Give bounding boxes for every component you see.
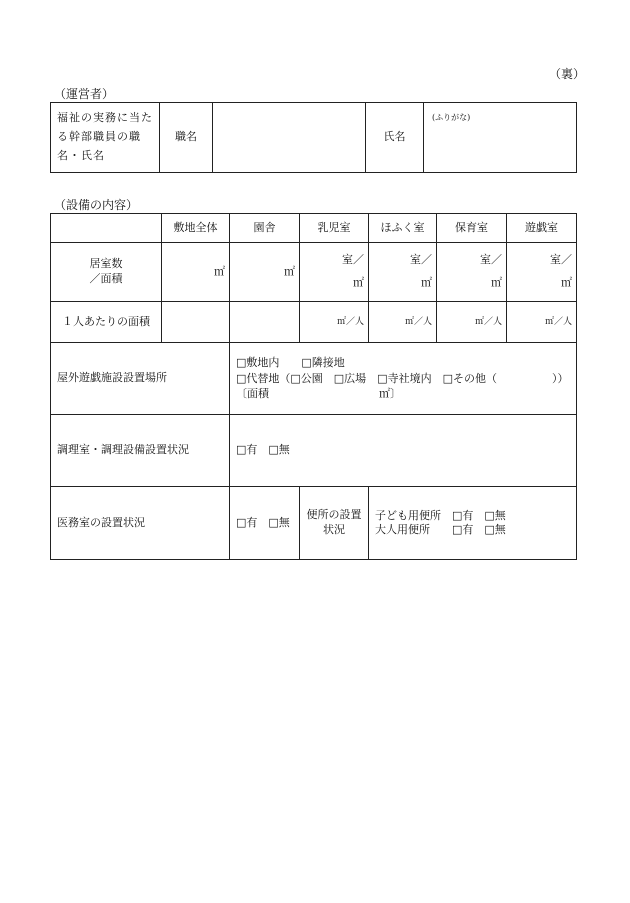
kitchen-options[interactable]: □有 □無 [230,415,577,487]
job-title-field[interactable] [213,103,366,173]
col-header-infant-room: 乳児室 [300,214,369,243]
area-unit: ㎡ [214,264,225,278]
outdoor-play-line2: □代替地（□公園 □広場 □寺社境内 □その他（ ）） [236,371,569,385]
operator-table [50,102,577,173]
outdoor-play-area: 〔面積 ㎡〕 [236,387,401,401]
facilities-table [50,213,577,560]
header-empty-cell [51,214,162,243]
outdoor-play-label: 屋外遊戯施設設置場所 [51,343,230,415]
building-area-cell[interactable] [230,243,300,302]
per-person-building-cell [230,302,300,343]
per-person-label: １人あたりの面積 [51,302,162,343]
kitchen-label: 調理室・調理設備設置状況 [51,415,230,487]
site-area-cell[interactable] [162,243,230,302]
col-header-nursery-room: 保育室 [437,214,507,243]
area-unit: ㎡ [353,276,364,289]
furigana-label: (ふりがな) [432,113,471,122]
room-area-label: 居室数 ／面積 [51,243,162,302]
child-toilet: 子ども用便所 □有 □無 [375,509,506,523]
col-header-building: 園舎 [230,214,300,243]
medical-room-label: 医務室の設置状況 [51,487,230,560]
room-unit: 室／ [550,253,572,267]
per-person-playroom-cell[interactable]: ㎡／人 [507,302,577,343]
operator-label: 福祉の実務に当たる幹部職員の職名・氏名 [51,103,160,173]
playroom-area-cell[interactable] [507,243,577,302]
crawling-room-area-cell[interactable] [369,243,437,302]
page-side-label: （裏） [549,67,586,81]
outdoor-play-options[interactable] [230,343,577,415]
job-title-label: 職名 [160,103,213,173]
per-person-infant-cell[interactable]: ㎡／人 [300,302,369,343]
per-person-site-cell [162,302,230,343]
area-unit: ㎡ [421,276,432,289]
area-unit: ㎡ [561,276,572,289]
medical-room-options[interactable]: □有 □無 [230,487,300,560]
area-unit: ㎡ [284,264,295,278]
area-unit: ㎡ [491,276,502,289]
operator-section-title: （運営者） [54,87,115,101]
facilities-section-title: （設備の内容） [54,198,139,212]
room-unit: 室／ [342,253,364,267]
room-unit: 室／ [410,253,432,267]
infant-room-area-cell[interactable] [300,243,369,302]
per-person-crawling-cell[interactable]: ㎡／人 [369,302,437,343]
col-header-crawling-room: ほふく室 [369,214,437,243]
nursery-room-area-cell[interactable] [437,243,507,302]
per-person-nursery-cell[interactable]: ㎡／人 [437,302,507,343]
col-header-site: 敷地全体 [162,214,230,243]
toilet-options[interactable] [369,487,577,560]
name-label: 氏名 [366,103,424,173]
outdoor-play-line1: □敷地内 □隣接地 [236,355,345,369]
name-field[interactable] [424,103,577,173]
adult-toilet: 大人用便所 □有 □無 [375,523,506,536]
toilet-label: 便所の設置状況 [300,487,369,560]
col-header-playroom: 遊戯室 [507,214,577,243]
room-unit: 室／ [480,253,502,267]
